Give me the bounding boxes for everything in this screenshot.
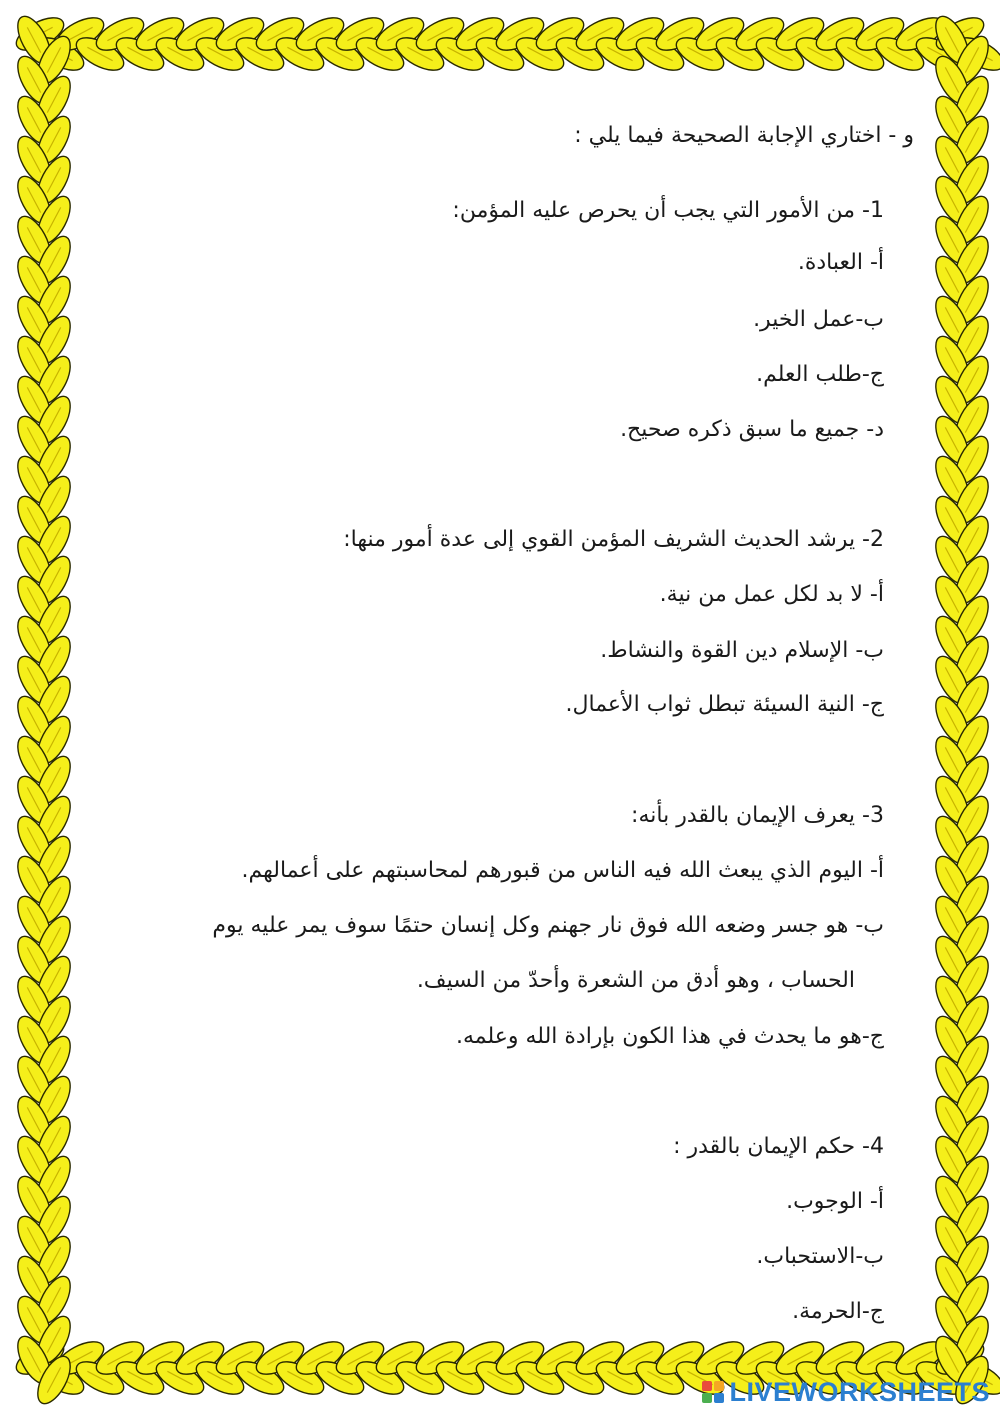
- question-3: 3- يعرف الإيمان بالقدر بأنه:: [631, 803, 884, 828]
- q1-option-d[interactable]: د- جميع ما سبق ذكره صحيح.: [620, 417, 884, 442]
- q2-option-a[interactable]: أ- لا بد لكل عمل من نية.: [659, 582, 884, 607]
- section-heading: و - اختاري الإجابة الصحيحة فيما يلي :: [574, 123, 914, 148]
- q2-option-b[interactable]: ب- الإسلام دين القوة والنشاط.: [600, 638, 884, 663]
- q1-option-c[interactable]: ج-طلب العلم.: [756, 362, 884, 387]
- q3-option-a[interactable]: أ- اليوم الذي يبعث الله فيه الناس من قبورهم لمحاسبتهم على أعمالهم.: [241, 858, 884, 883]
- question-1: 1- من الأمور التي يجب أن يحرص عليه المؤمن:: [452, 198, 884, 223]
- q4-option-a[interactable]: أ- الوجوب.: [786, 1189, 884, 1214]
- q3-option-b[interactable]: ب- هو جسر وضعه الله فوق نار جهنم وكل إنسان حتمًا سوف يمر عليه يوم: [212, 913, 884, 938]
- question-4: 4- حكم الإيمان بالقدر :: [673, 1134, 884, 1159]
- liveworksheets-brand[interactable]: [701, 1376, 990, 1408]
- q3-option-c[interactable]: ج-هو ما يحدث في هذا الكون بإرادة الله وعلمه.: [455, 1024, 884, 1049]
- q1-option-b[interactable]: ب-عمل الخير.: [753, 307, 884, 332]
- question-2: 2- يرشد الحديث الشريف المؤمن القوي إلى عدة أمور منها:: [343, 527, 884, 552]
- q1-option-a[interactable]: أ- العبادة.: [797, 250, 884, 275]
- q2-option-c[interactable]: ج- النية السيئة تبطل ثواب الأعمال.: [565, 692, 884, 717]
- q4-option-c[interactable]: ج-الحرمة.: [792, 1299, 884, 1324]
- q3-option-b-continued: الحساب ، وهو أدق من الشعرة وأحدّ من السيف.: [416, 968, 855, 993]
- brand-name: LIVEWORKSHEETS: [729, 1376, 990, 1407]
- liveworksheets-logo-icon: [701, 1380, 725, 1404]
- q4-option-b[interactable]: ب-الاستحباب.: [756, 1244, 884, 1269]
